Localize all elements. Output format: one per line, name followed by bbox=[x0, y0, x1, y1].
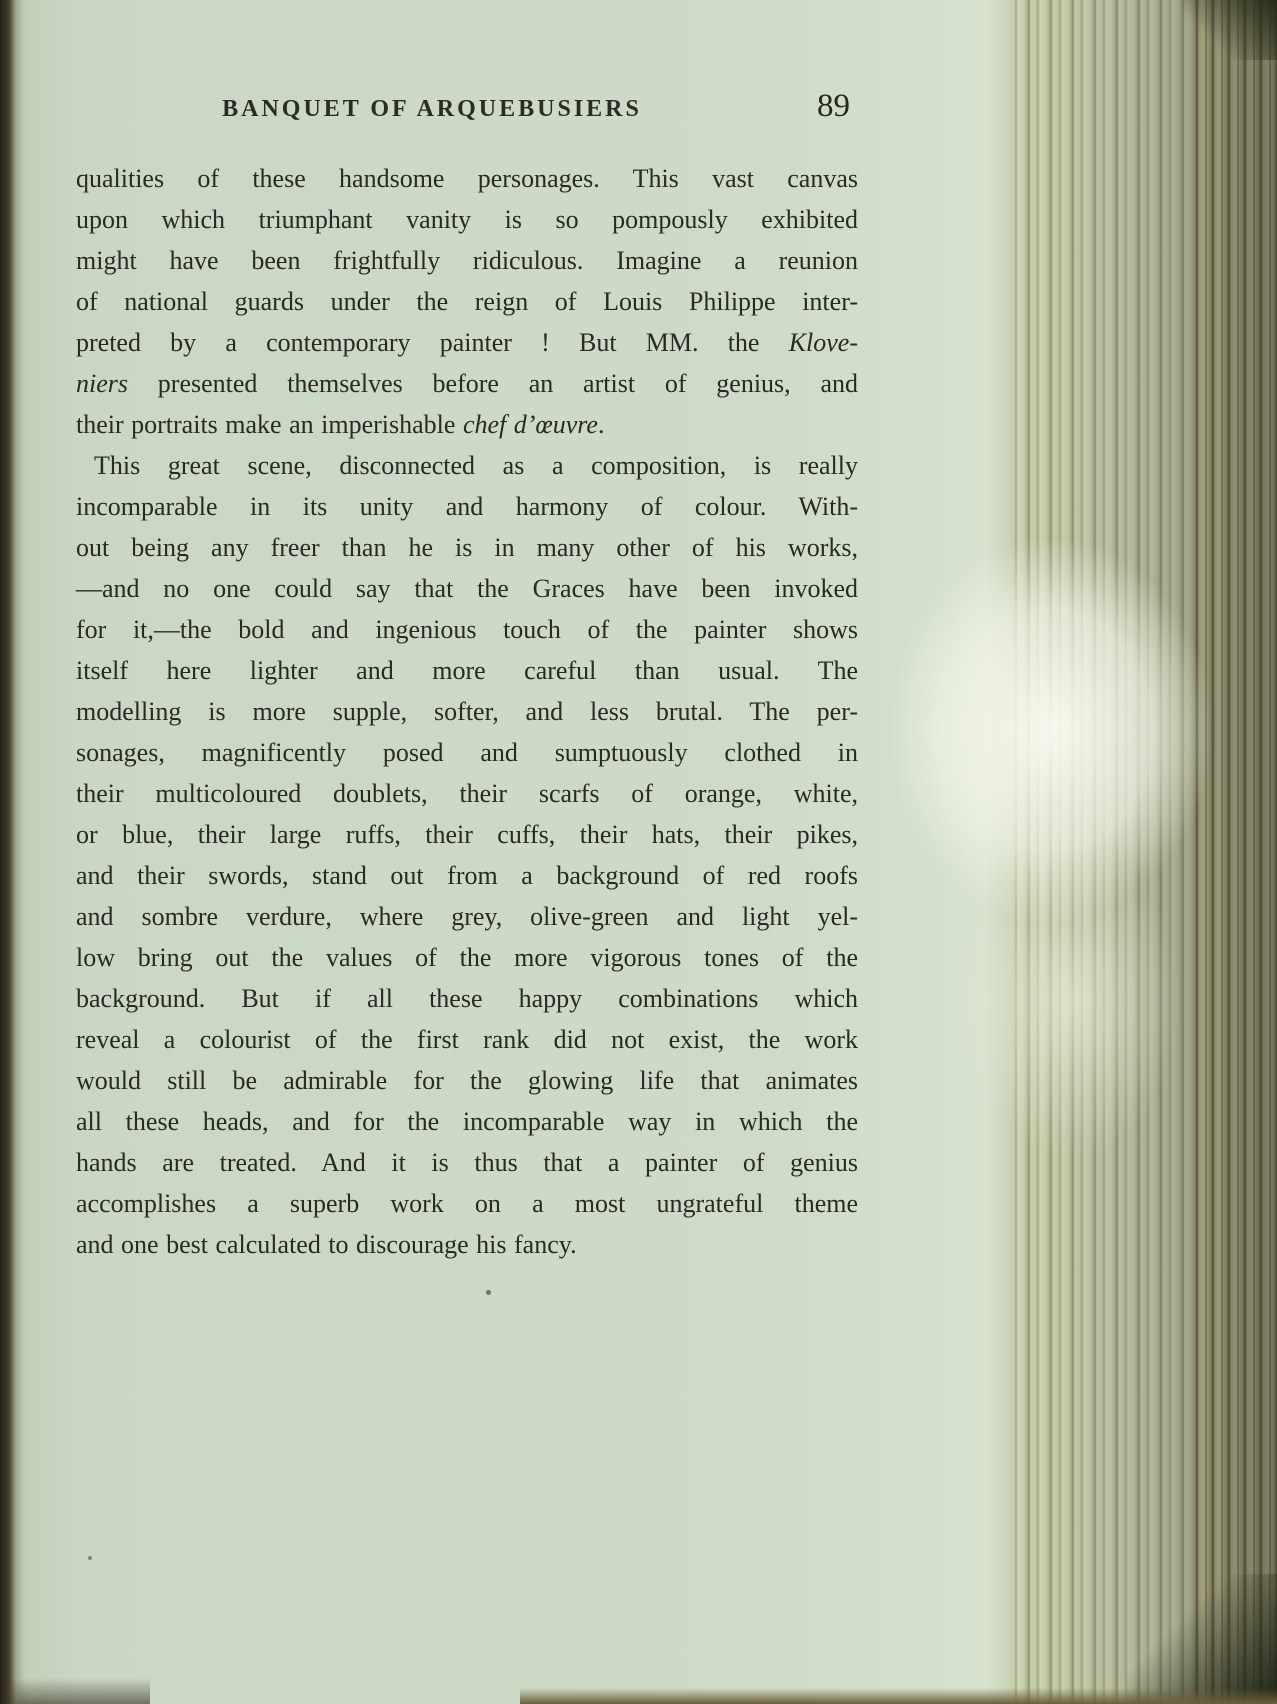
text-line bbox=[76, 609, 858, 650]
text-segment: This great scene, disconnected as a composition, is really bbox=[94, 451, 858, 480]
text-segment: preted by a contemporary painter ! But MM. the bbox=[76, 328, 789, 357]
text-segment: accomplishes a superb work on a most ungrateful theme bbox=[76, 1189, 858, 1218]
page-number: 89 bbox=[817, 88, 850, 124]
text-line bbox=[76, 158, 858, 199]
text-segment: might have been frightfully ridiculous. Imagine a reunion bbox=[76, 246, 858, 275]
text-segment: incomparable in its unity and harmony of colour. With- bbox=[76, 492, 858, 521]
text-line bbox=[76, 732, 858, 773]
text-line bbox=[76, 1183, 858, 1224]
text-line bbox=[76, 527, 858, 568]
text-segment: their portraits make an imperishable bbox=[76, 410, 463, 439]
text-line bbox=[76, 1060, 858, 1101]
text-segment: upon which triumphant vanity is so pompously exhibited bbox=[76, 205, 858, 234]
text-line bbox=[76, 240, 858, 281]
text-line bbox=[76, 1224, 858, 1265]
shadow-bottom-edge bbox=[520, 1688, 1277, 1704]
italic-text: niers bbox=[76, 369, 128, 398]
text-segment: would still be admirable for the glowing life that animates bbox=[76, 1066, 858, 1095]
text-segment: of national guards under the reign of Louis Philippe inter- bbox=[76, 287, 858, 316]
text-segment: and sombre verdure, where grey, olive-green and light yel- bbox=[76, 902, 858, 931]
page-header bbox=[76, 88, 858, 138]
text-line bbox=[76, 773, 858, 814]
shadow-corner-top-right bbox=[1182, 0, 1277, 60]
text-line bbox=[76, 322, 858, 363]
text-segment: itself here lighter and more careful than usual. The bbox=[76, 656, 858, 685]
running-title: BANQUET OF ARQUEBUSIERS bbox=[222, 96, 642, 122]
italic-text: Klove- bbox=[788, 328, 858, 357]
text-segment: and their swords, stand out from a background of red roofs bbox=[76, 861, 858, 890]
paper-speck bbox=[486, 1290, 491, 1295]
text-segment: presented themselves before an artist of genius, and bbox=[128, 369, 858, 398]
scan-light-blotch-lower bbox=[960, 840, 1180, 1160]
text-segment: . bbox=[597, 410, 605, 439]
text-segment: low bring out the values of the more vigorous tones of the bbox=[76, 943, 858, 972]
text-line bbox=[76, 445, 858, 486]
text-line bbox=[76, 650, 858, 691]
book-binding-edge bbox=[0, 0, 24, 1704]
text-segment: out being any freer than he is in many other of his works, bbox=[76, 533, 858, 562]
text-line bbox=[76, 937, 858, 978]
text-line bbox=[76, 896, 858, 937]
text-segment: or blue, their large ruffs, their cuffs, their hats, their pikes, bbox=[76, 820, 858, 849]
text-segment: qualities of these handsome personages. This vast canvas bbox=[76, 164, 858, 193]
paper-speck bbox=[88, 1556, 92, 1560]
text-line bbox=[76, 404, 858, 445]
text-segment: for it,—the bold and ingenious touch of the painter shows bbox=[76, 615, 858, 644]
text-segment: modelling is more supple, softer, and less brutal. The per- bbox=[76, 697, 858, 726]
text-line bbox=[76, 281, 858, 322]
text-segment: their multicoloured doublets, their scarfs of orange, white, bbox=[76, 779, 858, 808]
text-line bbox=[76, 363, 858, 404]
text-block bbox=[76, 88, 858, 1265]
text-line bbox=[76, 855, 858, 896]
text-line bbox=[76, 1142, 858, 1183]
text-segment: —and no one could say that the Graces have been invoked bbox=[76, 574, 858, 603]
text-line bbox=[76, 1101, 858, 1142]
text-line bbox=[76, 486, 858, 527]
text-line bbox=[76, 1019, 858, 1060]
text-segment: and one best calculated to discourage his fancy. bbox=[76, 1230, 577, 1259]
paragraph bbox=[76, 158, 858, 445]
text-segment: hands are treated. And it is thus that a painter of genius bbox=[76, 1148, 858, 1177]
shadow-corner-bottom-right bbox=[1127, 1574, 1277, 1704]
text-line bbox=[76, 814, 858, 855]
text-line bbox=[76, 199, 858, 240]
text-segment: sonages, magnificently posed and sumptuously clothed in bbox=[76, 738, 858, 767]
paragraph bbox=[76, 445, 858, 1265]
text-line bbox=[76, 978, 858, 1019]
page-body bbox=[76, 158, 858, 1265]
text-line bbox=[76, 691, 858, 732]
italic-text: chef d’œuvre bbox=[462, 410, 598, 439]
text-segment: background. But if all these happy combinations which bbox=[76, 984, 858, 1013]
text-segment: reveal a colourist of the first rank did not exist, the work bbox=[76, 1025, 858, 1054]
text-segment: all these heads, and for the incomparable way in which the bbox=[76, 1107, 858, 1136]
text-line bbox=[76, 568, 858, 609]
